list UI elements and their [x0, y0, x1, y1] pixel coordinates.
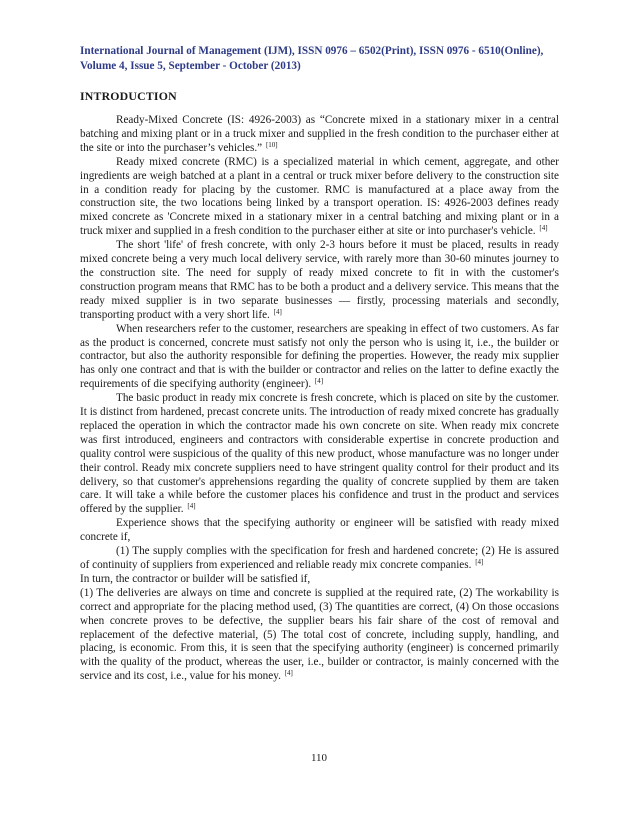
- paragraph: [80, 587, 559, 684]
- paragraph: [80, 114, 559, 156]
- paragraph: [80, 239, 559, 322]
- paragraph: [80, 517, 559, 545]
- citation: [4]: [273, 307, 282, 316]
- journal-header: [80, 44, 559, 73]
- paragraph-text: Ready-Mixed Concrete (IS: 4926-2003) as “Concrete mixed in a stationary mixer in a central batching and mixing plant or in a truck mixer and supplied in the fresh condition to the purchaser either at the site or into the purchaser’s vehicles.”: [80, 114, 559, 154]
- paragraph: [80, 392, 559, 517]
- citation: [4]: [187, 502, 196, 511]
- paragraph-text: Ready mixed concrete (RMC) is a specialized material in which cement, aggregate, and other ingredients are weigh batched at a plant in a central or truck mixer before delivery to the construction site in a condition ready for placing by the customer. RMC is manufactured at a place away from the construction site, the two locations being linked by a transport operation. IS: 4926-2003 defines ready mixed concrete as 'Concrete mixed in a stationary mixer in a central batching and mixing plant or in a truck mixer and supplied in a fresh condition to the purchaser either at site or into purchaser's vehicle.: [80, 155, 559, 238]
- paragraph: [80, 156, 559, 239]
- citation: [4]: [539, 224, 548, 233]
- paragraph-text: The short 'life' of fresh concrete, with only 2-3 hours before it must be placed, results in ready mixed concrete being a very much local delivery service, with rarely more than 30-60 minutes journey to the construction site. The need for supply of ready mixed concrete to fit in with the customer's construction program means that RMC has to be both a product and a delivery service. This means that the ready mixed supplier is in two separate businesses — firstly, processing materials and secondly, transporting product with a very short life.: [80, 239, 559, 321]
- article-body: [80, 114, 559, 684]
- paragraph-text: The basic product in ready mix concrete is fresh concrete, which is placed on site by the customer. It is distinct from hardened, precast concrete units. The introduction of ready mixed concrete has gradually replaced the operation in which the contractor made his own concrete on site. When ready mix concrete was first introduced, engineers and contractors with considerable expertise in concrete production and quality control were suspicious of the quality of this new product, whose manufacture was no longer under their control. Ready mix concrete suppliers need to have stringent quality control for their product and its delivery, so that customer's apprehensions regarding the quality of concrete supplied by them are taken care. It will take a while before the customer places his confidence and trust in the product and services offered by the supplier.: [80, 392, 559, 516]
- citation: [4]: [314, 377, 324, 386]
- citation: [10]: [265, 140, 278, 149]
- paragraph: [80, 323, 559, 393]
- journal-header-line-2: Volume 4, Issue 5, September - October (2013): [80, 59, 301, 72]
- paragraph-text: Experience shows that the specifying authority or engineer will be satisfied with ready mixed concrete if,: [80, 517, 559, 544]
- paragraph: [80, 573, 559, 587]
- paragraph-text: In turn, the contractor or builder will be satisfied if,: [80, 572, 311, 585]
- paragraph-text: (1) The supply complies with the specification for fresh and hardened concrete; (2) He is assured of continuity of suppliers from experienced and reliable ready mix concrete companies.: [80, 545, 559, 571]
- journal-header-line-1: International Journal of Management (IJM), ISSN 0976 – 6502(Print), ISSN 0976 - 6510(Online),: [80, 45, 544, 57]
- paragraph-text: When researchers refer to the customer, researchers are speaking in effect of two customers. As far as the product is concerned, concrete must satisfy not only the person who is using it, i.e., the builder or contractor, but also the authority responsible for defining the properties. However, the ready mix supplier has only one contract and that is with the builder or contractor and relies on the latter to define exactly the requirements of die specifying authority (engineer).: [80, 322, 559, 391]
- paragraph-text: (1) The deliveries are always on time and concrete is supplied at the required rate, (2) The workability is correct and appropriate for the placing method used, (3) The quantities are correct, (4) On those occasions when concrete proves to be defective, the supplier bears his fair share of the cost of removal and replacement of the defective material, (5) The total cost of concrete, including supply, handling, and placing, is economic. From this, it is seen that the specifying authority (engineer) is concerned primarily with the quality of the product, whereas the user, i.e., builder or contractor, is mainly concerned with the service and its cost, i.e., value for his money.: [80, 586, 559, 683]
- section-title: INTRODUCTION: [80, 89, 177, 103]
- citation: [4]: [284, 669, 293, 678]
- citation: [4]: [475, 558, 484, 566]
- paragraph: [80, 545, 559, 573]
- page-number: 110: [310, 752, 328, 764]
